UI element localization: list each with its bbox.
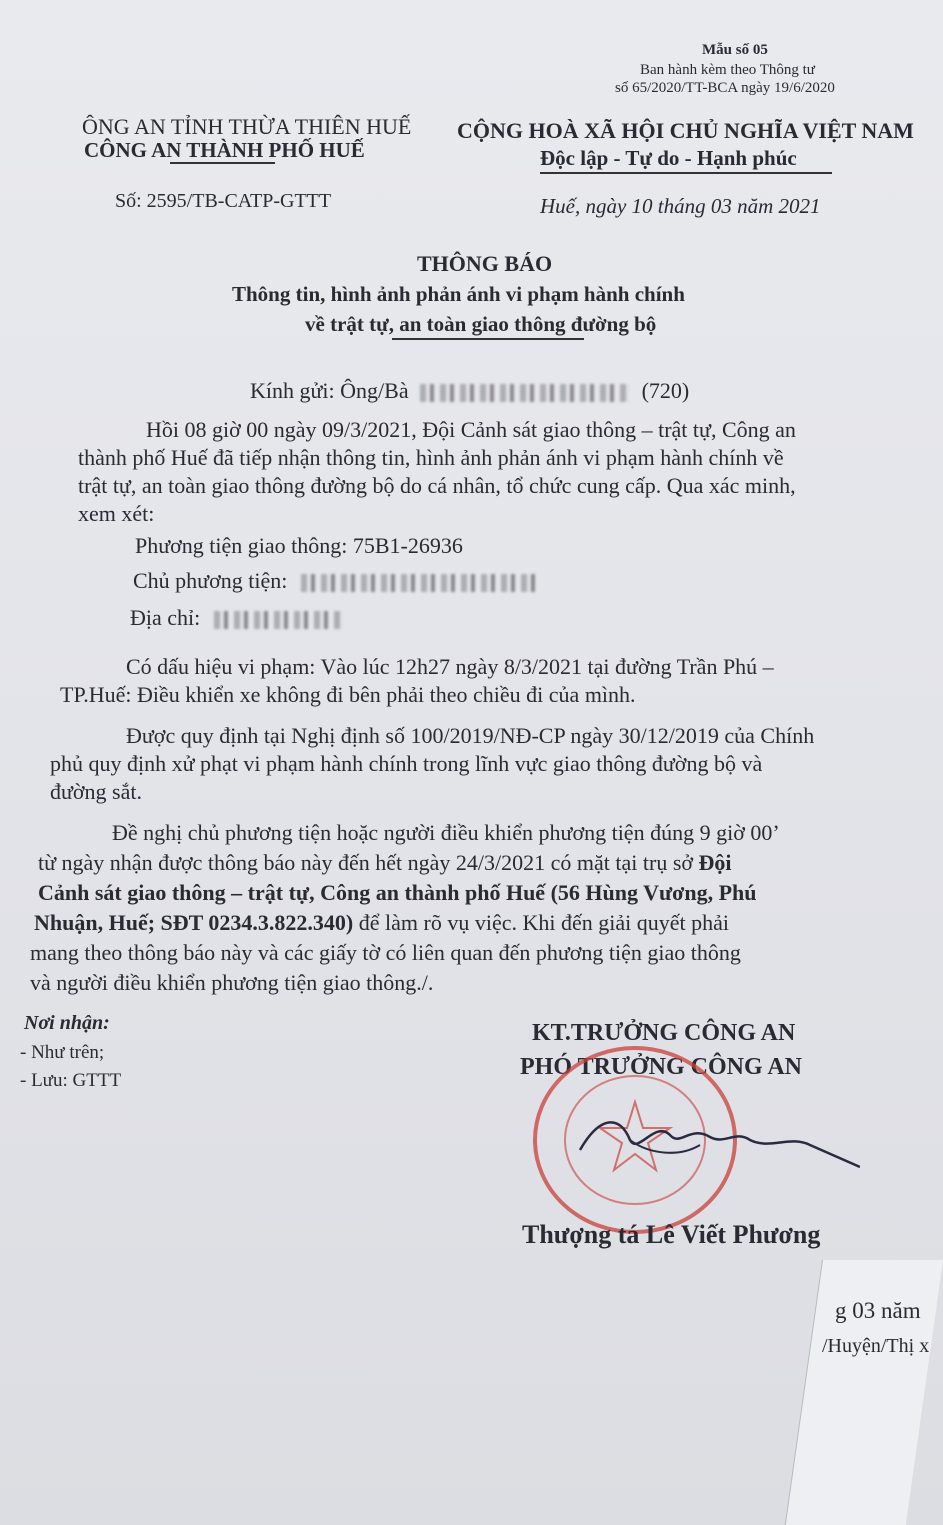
signature-title-1: KT.TRƯỞNG CÔNG AN xyxy=(532,1020,796,1046)
request-text: từ ngày nhận được thông báo này đến hết ngày 24/3/2021 có mặt tại trụ sở xyxy=(38,850,699,875)
request-paragraph xyxy=(30,818,920,998)
signature-title-2: PHÓ TRƯỞNG CÔNG AN xyxy=(520,1054,803,1080)
nation-title: CỘNG HOÀ XÃ HỘI CHỦ NGHĨA VIỆT NAM xyxy=(457,118,914,143)
notice-title: THÔNG BÁO xyxy=(417,251,553,276)
agency-underline xyxy=(170,162,275,164)
underlying-sheet-text-2: /Huyện/Thị x xyxy=(822,1335,930,1357)
legal-line: đường sắt. xyxy=(50,779,142,804)
violation-line: TP.Huế: Điều khiển xe không đi bên phải theo chiều đi của mình. xyxy=(60,682,636,707)
violation-paragraph xyxy=(60,653,910,709)
notice-subtitle-2: về trật tự, an toàn giao thông đường bộ xyxy=(305,312,657,336)
request-text-bold: Đội xyxy=(698,850,732,875)
form-issued-with: Ban hành kèm theo Thông tư xyxy=(640,62,815,78)
violation-line: Có dấu hiệu vi phạm: Vào lúc 12h27 ngày 8/3/2021 tại đường Trần Phú – xyxy=(126,654,774,679)
document-number: Số: 2595/TB-CATP-GTTT xyxy=(115,190,332,212)
request-text: để làm rõ vụ việc. Khi đến giải quyết phải xyxy=(353,910,729,935)
notice-subtitle-1: Thông tin, hình ảnh phản ánh vi phạm hành chính xyxy=(232,282,685,306)
request-line xyxy=(30,908,920,938)
intro-line: trật tự, an toàn giao thông đường bộ do cá nhân, tổ chức cung cấp. Qua xác minh, xyxy=(78,473,796,498)
redacted-address xyxy=(214,611,344,629)
vehicle-plate: Phương tiện giao thông: 75B1-26936 xyxy=(135,533,463,558)
recipients-label: Nơi nhận: xyxy=(24,1012,110,1034)
motto-underline xyxy=(540,172,832,174)
intro-line: Hồi 08 giờ 00 ngày 09/3/2021, Đội Cảnh sát giao thông – trật tự, Công an xyxy=(146,417,796,442)
handwritten-signature xyxy=(560,1095,860,1175)
redacted-owner-name xyxy=(301,574,541,592)
intro-paragraph xyxy=(78,416,908,528)
agency-name: CÔNG AN THÀNH PHỐ HUẾ xyxy=(84,138,365,162)
legal-line: Được quy định tại Nghị định số 100/2019/NĐ-CP ngày 30/12/2019 của Chính xyxy=(126,723,815,748)
request-line xyxy=(30,848,920,878)
recipient-label: Kính gửi: Ông/Bà xyxy=(250,378,409,403)
underlying-sheet-text-1: g 03 năm xyxy=(835,1298,921,1323)
heading-underline xyxy=(392,338,584,340)
recipients-item: - Như trên; xyxy=(20,1042,105,1063)
vehicle-owner-line xyxy=(133,568,541,594)
signer-name: Thượng tá Lê Viết Phương xyxy=(522,1220,821,1249)
redacted-recipient-name xyxy=(420,384,630,402)
agency-parent: ÔNG AN TỈNH THỪA THIÊN HUẾ xyxy=(82,114,412,139)
intro-line: xem xét: xyxy=(78,501,155,526)
vehicle-address-label: Địa chỉ: xyxy=(130,605,201,630)
form-number: Mẫu số 05 xyxy=(702,42,768,58)
recipients-item: - Lưu: GTTT xyxy=(20,1070,122,1091)
vehicle-address-line xyxy=(130,605,344,631)
nation-motto: Độc lập - Tự do - Hạnh phúc xyxy=(540,146,797,170)
recipient-suffix: (720) xyxy=(641,378,690,403)
form-circular: số 65/2020/TT-BCA ngày 19/6/2020 xyxy=(615,80,835,96)
request-line: mang theo thông báo này và các giấy tờ có liên quan đến phương tiện giao thông xyxy=(30,940,741,965)
request-line: Đề nghị chủ phương tiện hoặc người điều khiển phương tiện đúng 9 giờ 00’ xyxy=(112,820,780,845)
recipient-line xyxy=(250,378,689,404)
request-line: Cảnh sát giao thông – trật tự, Công an thành phố Huế (56 Hùng Vương, Phú xyxy=(38,880,757,905)
legal-paragraph xyxy=(50,722,910,806)
legal-line: phủ quy định xử phạt vi phạm hành chính trong lĩnh vực giao thông đường bộ và xyxy=(50,751,763,776)
intro-line: thành phố Huế đã tiếp nhận thông tin, hình ảnh phản ánh vi phạm hành chính về xyxy=(78,445,784,470)
request-text-bold: Nhuận, Huế; SĐT 0234.3.822.340) xyxy=(34,910,354,935)
request-line: và người điều khiển phương tiện giao thông./. xyxy=(30,970,434,995)
place-date: Huế, ngày 10 tháng 03 năm 2021 xyxy=(540,194,821,218)
vehicle-owner-label: Chủ phương tiện: xyxy=(133,568,288,593)
